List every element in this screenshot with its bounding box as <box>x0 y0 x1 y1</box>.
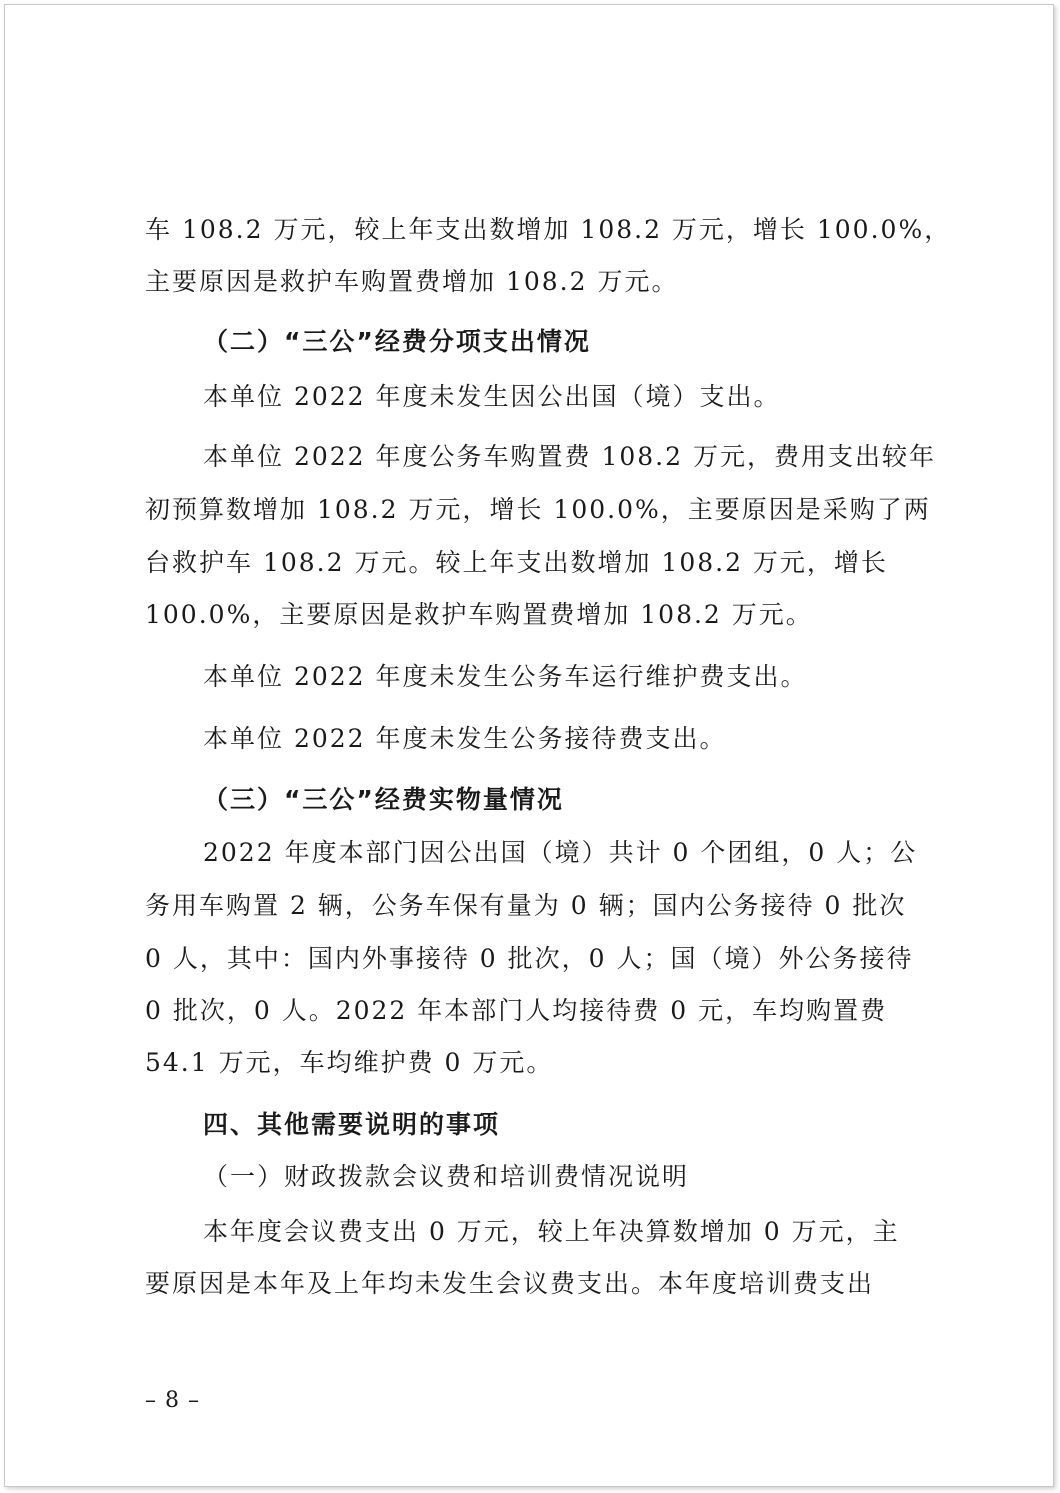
text-line-13: 务用车购置 2 辆，公务车保有量为 0 辆；国内公务接待 0 批次 <box>145 891 907 920</box>
chapter-heading-4: 四、其他需要说明的事项 <box>203 1110 501 1139</box>
text-line-5: 本单位 2022 年度公务车购置费 108.2 万元，费用支出较年 <box>203 442 936 471</box>
section-heading-3: （三）“三公”经费实物量情况 <box>203 785 564 814</box>
text-line-16: 54.1 万元，车均维护费 0 万元。 <box>145 1048 554 1077</box>
text-line-9: 本单位 2022 年度未发生公务车运行维护费支出。 <box>203 662 808 691</box>
section-heading-2: （二）“三公”经费分项支出情况 <box>203 327 591 356</box>
text-line-15: 0 批次，0 人。2022 年本部门人均接待费 0 元，车均购置费 <box>145 996 888 1025</box>
text-line-7: 台救护车 108.2 万元。较上年支出数增加 108.2 万元，增长 <box>145 548 888 577</box>
document-page <box>4 4 1054 1487</box>
subsection-heading-4-1: （一）财政拨款会议费和培训费情况说明 <box>203 1162 690 1191</box>
text-line-4: 本单位 2022 年度未发生因公出国（境）支出。 <box>203 382 781 411</box>
text-line-2: 主要原因是救护车购置费增加 108.2 万元。 <box>145 267 679 296</box>
text-line-12: 2022 年度本部门因公出国（境）共计 0 个团组，0 人；公 <box>203 838 918 867</box>
page-number: – 8 – <box>145 1388 200 1413</box>
text-line-14: 0 人，其中：国内外事接待 0 批次，0 人；国（境）外公务接待 <box>145 944 914 973</box>
text-line-8: 100.0%，主要原因是救护车购置费增加 108.2 万元。 <box>145 600 813 629</box>
text-line-19: 本年度会议费支出 0 万元，较上年决算数增加 0 万元，主 <box>203 1217 900 1246</box>
text-line-6: 初预算数增加 108.2 万元，增长 100.0%，主要原因是采购了两 <box>145 495 931 524</box>
text-line-10: 本单位 2022 年度未发生公务接待费支出。 <box>203 724 727 753</box>
text-line-20: 要原因是本年及上年均未发生会议费支出。本年度培训费支出 <box>145 1269 875 1298</box>
text-line-1: 车 108.2 万元，较上年支出数增加 108.2 万元，增长 100.0%， <box>145 215 952 244</box>
